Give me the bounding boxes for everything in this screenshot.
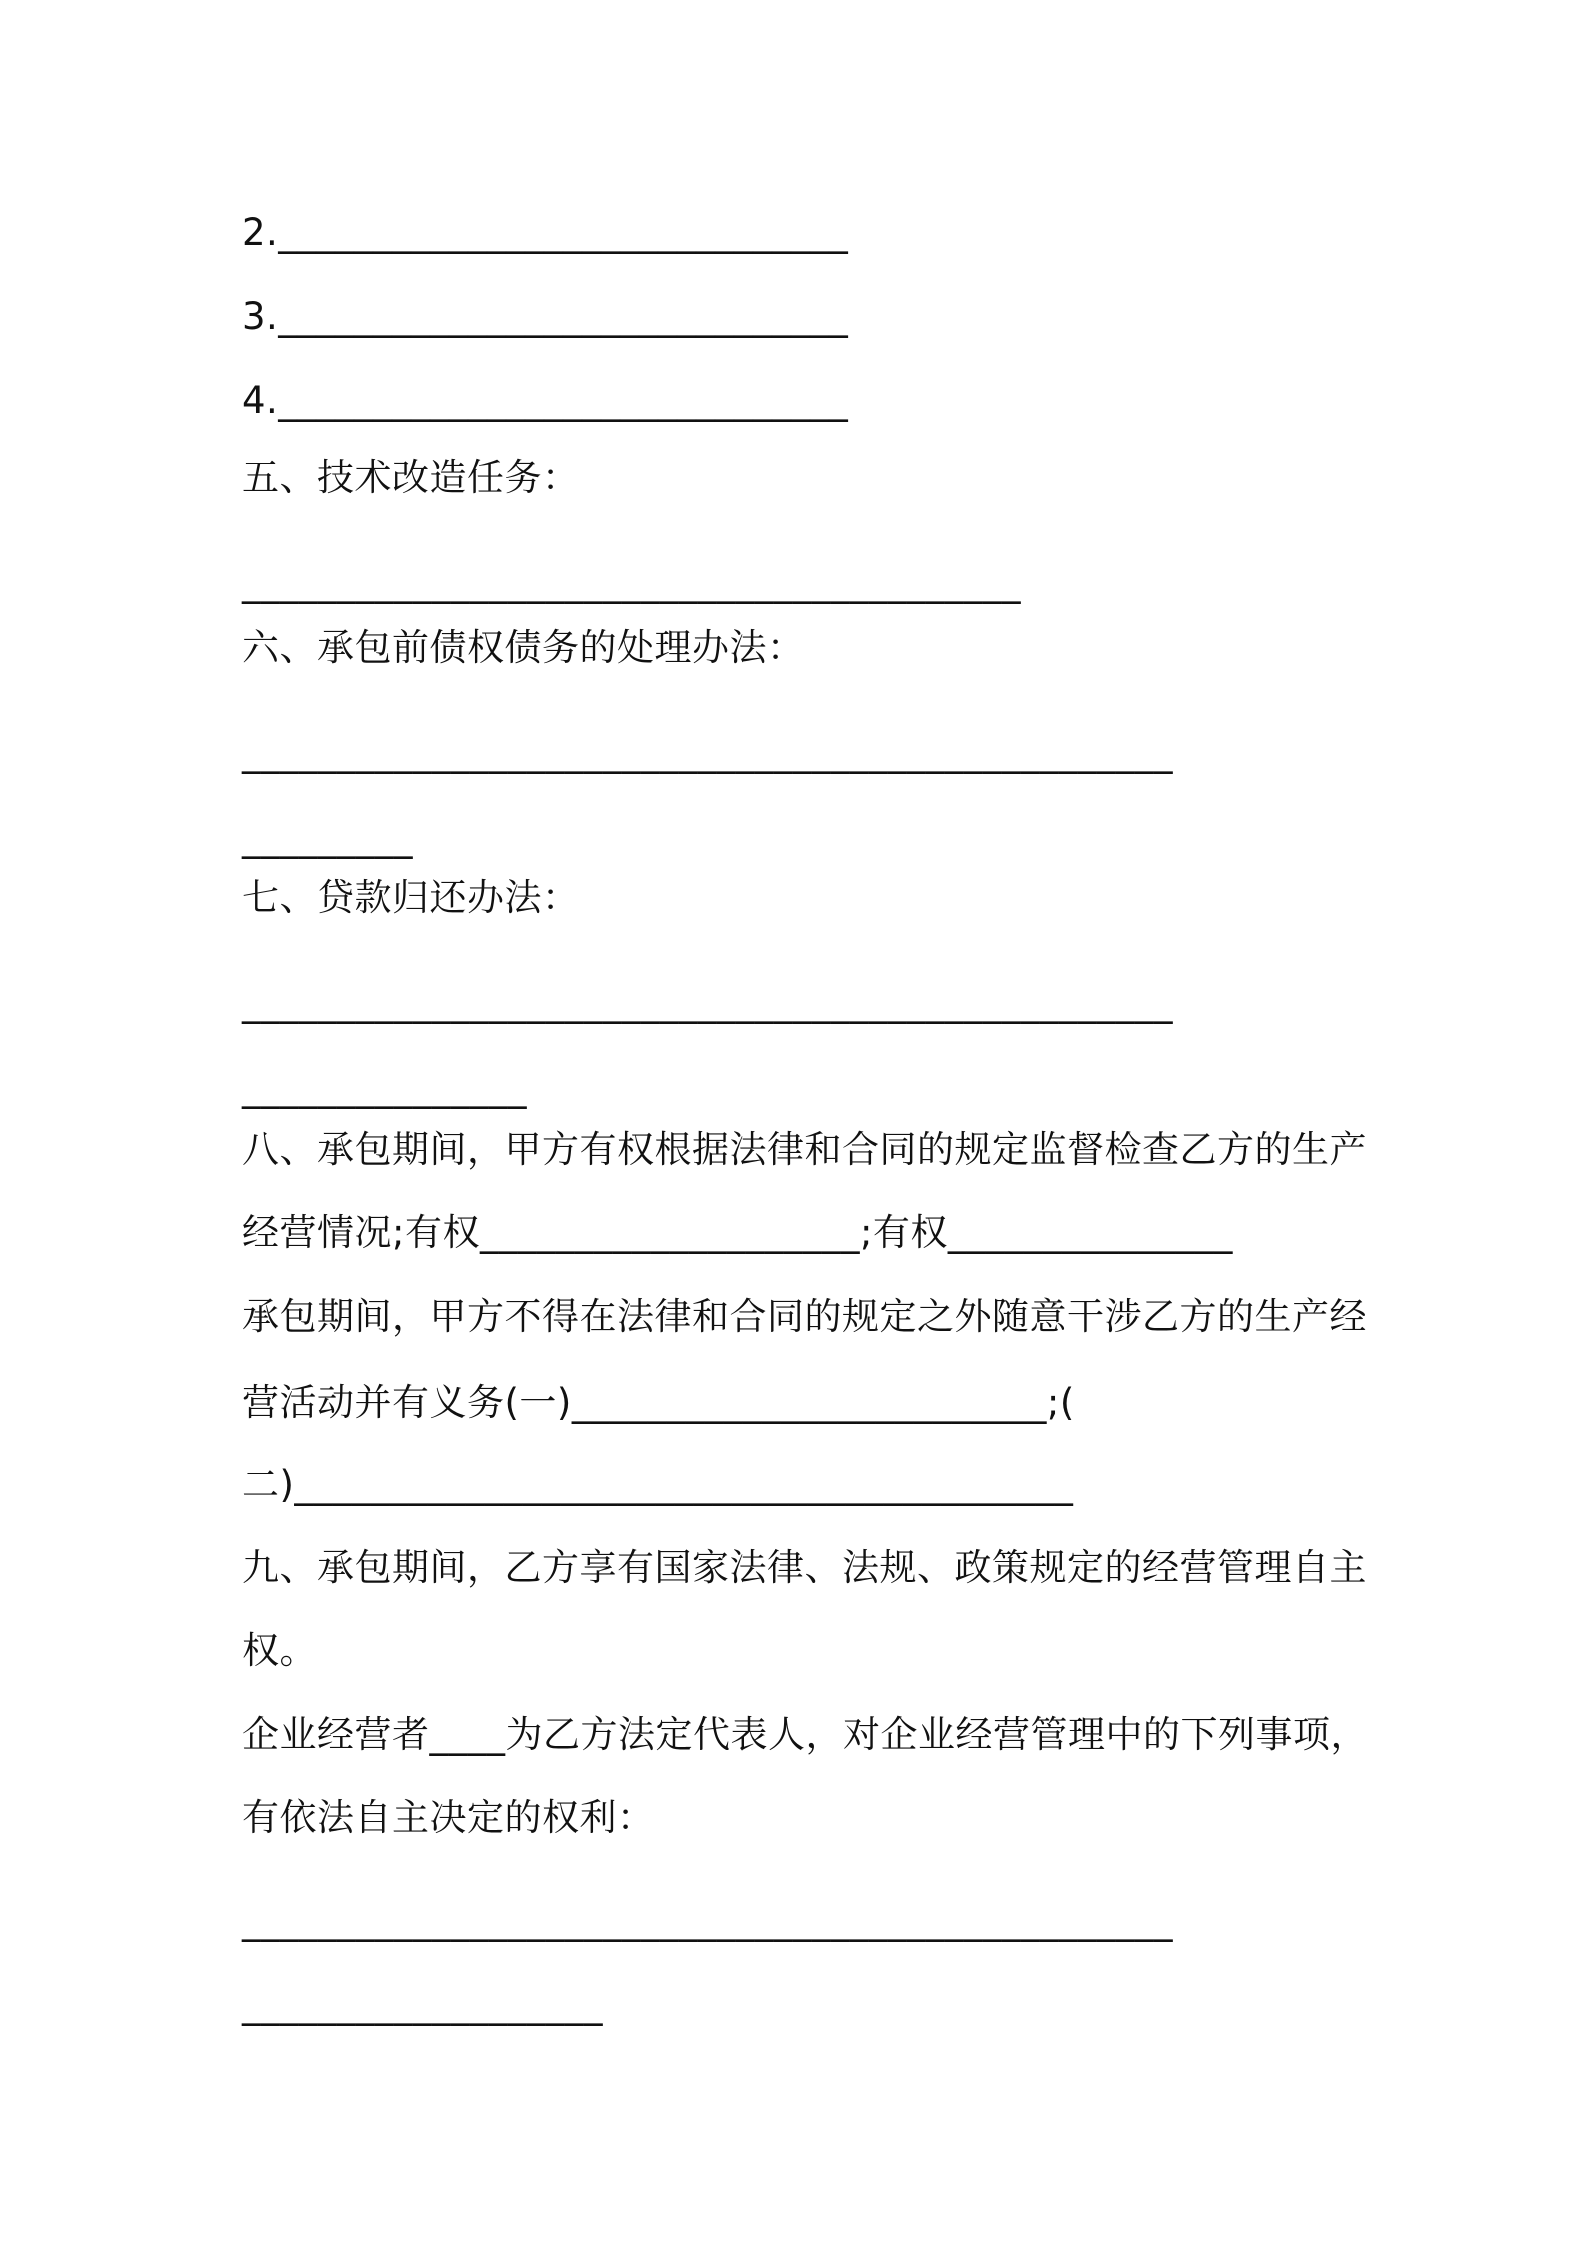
body-text-line: 承包期间，甲方不得在法律和合同的规定之外随意干涉乙方的生产经 bbox=[242, 1295, 1367, 1338]
body-text-line: 经营情况;有权____________________;有权_______________ bbox=[242, 1211, 1233, 1254]
blank-item-2: 2.______________________________ bbox=[242, 211, 849, 254]
fill-line: _________________________________________________ bbox=[242, 981, 1173, 1024]
fill-line: ___________________ bbox=[242, 1983, 603, 2026]
section-heading-6: 六、承包前债权债务的处理办法： bbox=[242, 626, 805, 669]
body-text-line: 企业经营者____为乙方法定代表人，对企业经营管理中的下列事项， bbox=[242, 1713, 1368, 1756]
body-text-line: 营活动并有义务(一)_________________________;( bbox=[242, 1381, 1075, 1424]
fill-line: _________________________________________________ bbox=[242, 731, 1173, 774]
fill-line: _________ bbox=[242, 816, 413, 859]
body-text-line: 有依法自主决定的权利： bbox=[242, 1796, 655, 1839]
blank-item-4: 4.______________________________ bbox=[242, 379, 849, 422]
section-paragraph-9: 九、承包期间，乙方享有国家法律、法规、政策规定的经营管理自主 bbox=[242, 1546, 1367, 1589]
blank-item-3: 3.______________________________ bbox=[242, 295, 849, 338]
section-heading-5: 五、技术改造任务： bbox=[242, 456, 580, 499]
section-paragraph-8: 八、承包期间，甲方有权根据法律和合同的规定监督检查乙方的生产 bbox=[242, 1128, 1367, 1171]
body-text-line: 权。 bbox=[242, 1629, 317, 1672]
fill-line: _________________________________________ bbox=[242, 561, 1021, 604]
fill-line: _________________________________________________ bbox=[242, 1899, 1173, 1942]
fill-line: _______________ bbox=[242, 1066, 527, 1109]
body-text-line: 二)_________________________________________ bbox=[242, 1463, 1074, 1506]
section-heading-7: 七、贷款归还办法： bbox=[242, 876, 580, 919]
